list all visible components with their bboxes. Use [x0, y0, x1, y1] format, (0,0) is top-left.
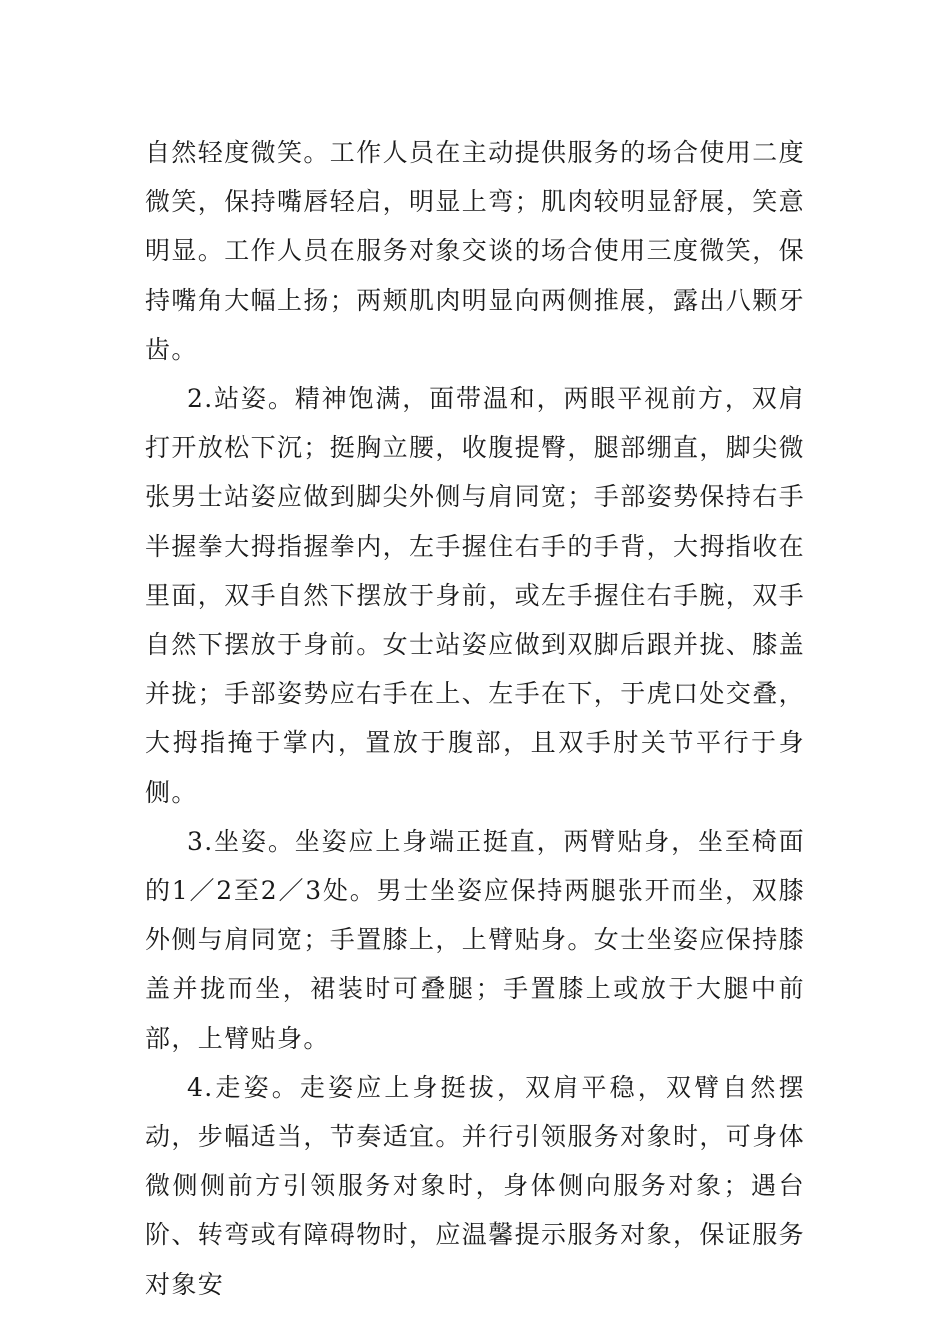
paragraph-smile-continued: 自然轻度微笑。工作人员在主动提供服务的场合使用二度微笑，保持嘴唇轻启，明显上弯；肌肉较明显舒展，笑意明显。工作人员在服务对象交谈的场合使用三度微笑，保持嘴角大幅上扬；两颊肌肉明显向两侧推展，露出八颗牙齿。	[145, 138, 806, 364]
paragraph-walking-posture: 4.走姿。走姿应上身挺拔，双肩平稳，双臂自然摆动，步幅适当，节奏适宜。并行引领服务对象时，可身体微侧侧前方引领服务对象时，身体侧向服务对象；遇台阶、转弯或有障碍物时，应温馨提示服务对象，保证服务对象安	[145, 1072, 806, 1299]
paragraph-sitting-posture: 3.坐姿。坐姿应上身端正挺直，两臂贴身，坐至椅面的1／2至2／3处。男士坐姿应保持两腿张开而坐，双膝外侧与肩同宽；手置膝上，上臂贴身。女士坐姿应保持膝盖并拢而坐，裙装时可叠腿；手置膝上或放于大腿中前部，上臂贴身。	[145, 826, 806, 1053]
paragraph-standing-posture: 2.站姿。精神饱满，面带温和，两眼平视前方，双肩打开放松下沉；挺胸立腰，收腹提臀，腿部绷直，脚尖微张男士站姿应做到脚尖外侧与肩同宽；手部姿势保持右手半握拳大拇指握拳内，左手握住右手的手背，大拇指收在里面，双手自然下摆放于身前，或左手握住右手腕，双手自然下摆放于身前。女士站姿应做到双脚后跟并拢、膝盖并拢；手部姿势应右手在上、左手在下，于虎口处交叠，大拇指掩于掌内，置放于腹部，且双手肘关节平行于身侧。	[145, 384, 806, 807]
document-body	[145, 128, 805, 1309]
